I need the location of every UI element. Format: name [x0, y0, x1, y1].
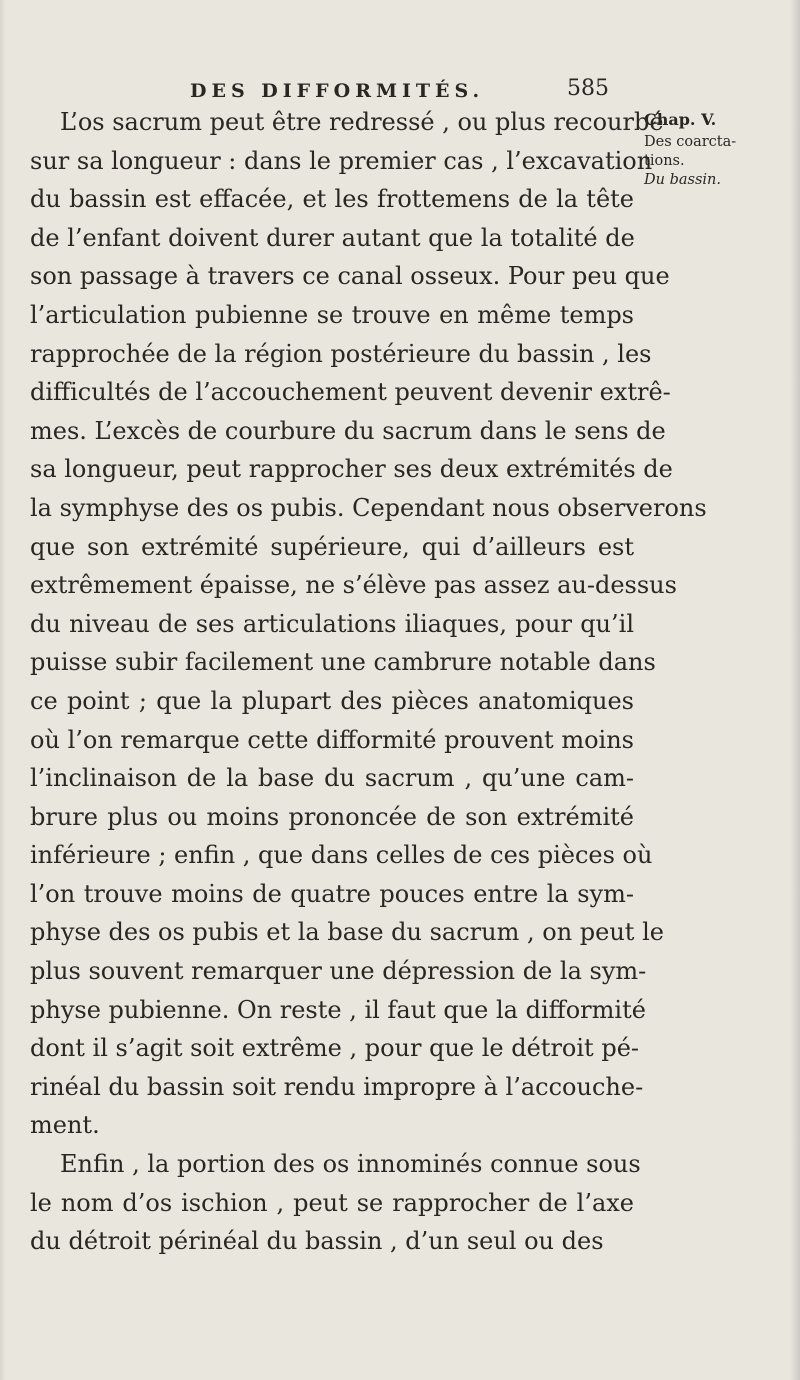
text-line: où l’on remarque cette difformité prouvent moins: [30, 725, 634, 754]
text-line: rapprochée de la région postérieure du bassin , les: [30, 339, 652, 368]
margin-note-line-3: Du bassin.: [644, 172, 721, 188]
text-line: puisse subir facilement une cambrure notable dans: [30, 648, 656, 677]
text-line: physe des os pubis et la base du sacrum , on peut le: [30, 918, 664, 947]
text-line: son passage à travers ce canal osseux. Pour peu que: [30, 262, 670, 291]
text-line: difficultés de l’accouchement peuvent devenir extrê-: [30, 378, 671, 407]
running-title: DES DIFFORMITÉS.: [190, 80, 485, 102]
margin-notes: [644, 110, 794, 190]
text-line: sa longueur, peut rapprocher ses deux extrémités de: [30, 455, 673, 484]
text-line: du détroit périnéal du bassin , d’un seul ou des: [30, 1227, 604, 1256]
page-number: 585: [567, 76, 609, 101]
margin-note-line-2: tions.: [644, 153, 685, 169]
text-line: l’articulation pubienne se trouve en même temps: [30, 300, 634, 329]
chapter-label: Chap. V.: [644, 110, 717, 129]
text-line: Enfin , la portion des os innominés connue sous: [60, 1150, 641, 1179]
text-line: plus souvent remarquer une dépression de la sym-: [30, 957, 647, 986]
text-line: inférieure ; enfin , que dans celles de ces pièces où: [30, 841, 653, 870]
text-line: ment.: [30, 1111, 100, 1140]
text-line: sur sa longueur : dans le premier cas , l’excavation: [30, 146, 653, 175]
text-line: dont il s’agit soit extrême , pour que le détroit pé-: [30, 1034, 639, 1063]
text-line: la symphyse des os pubis. Cependant nous observerons: [30, 493, 707, 522]
page-edge-shadow: [790, 0, 800, 1380]
text-line: l’inclinaison de la base du sacrum , qu’une cam-: [30, 764, 634, 793]
text-line: l’on trouve moins de quatre pouces entre la sym-: [30, 879, 634, 908]
text-line: extrêmement épaisse, ne s’élève pas assez au-dessus: [30, 571, 677, 600]
text-line: ce point ; que la plupart des pièces anatomiques: [30, 686, 634, 715]
text-line: du bassin est effacée, et les frottemens de la tête: [30, 185, 634, 214]
text-line: physe pubienne. On reste , il faut que la difformité: [30, 995, 646, 1024]
margin-note-line-1: Des coarcta-: [644, 134, 737, 150]
gutter-shadow: [0, 0, 6, 1380]
text-line: le nom d’os ischion , peut se rapprocher de l’axe: [30, 1188, 634, 1217]
text-line: de l’enfant doivent durer autant que la totalité de: [30, 223, 635, 252]
text-line: mes. L’excès de courbure du sacrum dans le sens de: [30, 416, 666, 445]
text-line: brure plus ou moins prononcée de son extrémité: [30, 802, 634, 831]
text-line: rinéal du bassin soit rendu impropre à l’accouche-: [30, 1072, 644, 1101]
text-line: que son extrémité supérieure, qui d’ailleurs est: [30, 532, 634, 561]
text-line: du niveau de ses articulations iliaques, pour qu’il: [30, 609, 634, 638]
text-line: L’os sacrum peut être redressé , ou plus recourbé: [60, 108, 664, 136]
